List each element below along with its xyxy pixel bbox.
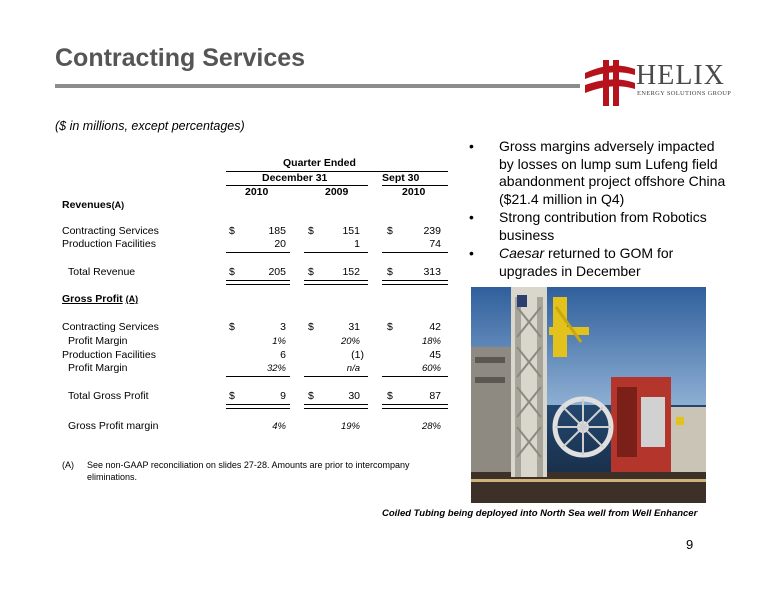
subtotal-rule <box>304 376 368 377</box>
vessel-deck-photo <box>471 287 706 503</box>
bullet-dot: • <box>469 209 474 225</box>
subtotal-rule <box>304 252 368 253</box>
logo-tagline: ENERGY SOLUTIONS GROUP <box>637 90 732 97</box>
cell: 74 <box>429 238 441 250</box>
cell: 9 <box>280 390 286 402</box>
total-double-rule <box>226 404 290 409</box>
subtotal-rule <box>226 376 290 377</box>
row-label: Contracting Services <box>62 321 159 333</box>
cell: 30 <box>348 390 360 402</box>
cell: 152 <box>342 266 360 278</box>
cell: 32% <box>266 363 286 374</box>
currency-symbol: $ <box>387 390 393 402</box>
cell: 4% <box>272 421 286 432</box>
gross-profit-margin-label: Gross Profit margin <box>68 420 159 432</box>
total-double-rule <box>382 280 448 285</box>
row-label: Contracting Services <box>62 225 159 237</box>
slide-title: Contracting Services <box>55 44 306 72</box>
cell: 313 <box>423 266 441 278</box>
cell: 3 <box>280 321 286 333</box>
period-header-sep: Sept 30 <box>382 172 420 184</box>
currency-symbol: $ <box>387 266 393 278</box>
cell: 20 <box>274 238 286 250</box>
currency-symbol: $ <box>229 390 235 402</box>
photo-caption: Coiled Tubing being deployed into North Sea well from Well Enhancer <box>382 508 698 519</box>
bullet-list <box>467 138 727 281</box>
cell: 205 <box>268 266 286 278</box>
total-gross-profit-label: Total Gross Profit <box>68 390 149 402</box>
cell: 20% <box>340 336 360 347</box>
units-note: ($ in millions, except percentages) <box>55 119 245 133</box>
row-label: Profit Margin <box>68 362 128 374</box>
year-header-2: 2009 <box>325 186 349 198</box>
cell: 151 <box>342 225 360 237</box>
currency-symbol: $ <box>229 321 235 333</box>
row-label: Production Facilities <box>62 349 156 361</box>
cell: 1 <box>354 238 360 250</box>
footnote-text: See non-GAAP reconciliation on slides 27-28. Amounts are prior to intercompany eliminations. <box>87 460 410 482</box>
currency-symbol: $ <box>308 321 314 333</box>
quarter-ended-header: Quarter Ended <box>283 157 356 169</box>
currency-symbol: $ <box>308 266 314 278</box>
subtotal-rule <box>382 252 448 253</box>
period-header-dec: December 31 <box>262 172 328 184</box>
currency-symbol: $ <box>229 266 235 278</box>
title-underline <box>55 84 580 88</box>
cell: 28% <box>421 421 441 432</box>
cell: 45 <box>429 349 441 361</box>
revenues-heading: Revenues(A) <box>62 199 125 211</box>
cell: 1% <box>272 336 286 347</box>
bullet-item <box>467 209 727 244</box>
bullet-item <box>467 138 727 208</box>
currency-symbol: $ <box>308 390 314 402</box>
subtotal-rule <box>382 376 448 377</box>
year-header-3: 2010 <box>402 186 426 198</box>
page-number: 9 <box>686 537 694 552</box>
cell: 18% <box>421 336 441 347</box>
bullet-text: returned to GOM for upgrades in December <box>499 245 674 279</box>
cell: (1) <box>351 349 364 361</box>
gross-profit-heading: Gross Profit (A) <box>62 293 139 305</box>
subtotal-rule <box>226 252 290 253</box>
logo-wordmark: HELIX <box>636 60 725 91</box>
footnote <box>62 459 422 483</box>
currency-symbol: $ <box>387 321 393 333</box>
cell: n/a <box>346 363 360 374</box>
bullet-text: Strong contribution from Robotics business <box>499 209 707 243</box>
total-double-rule <box>304 404 368 409</box>
bullet-dot: • <box>469 245 474 261</box>
bullet-item <box>467 245 727 280</box>
vessel-name: Caesar <box>499 245 545 261</box>
total-double-rule <box>382 404 448 409</box>
currency-symbol: $ <box>229 225 235 237</box>
currency-symbol: $ <box>308 225 314 237</box>
cell: 42 <box>429 321 441 333</box>
total-revenue-label: Total Revenue <box>68 266 136 278</box>
cell: 87 <box>429 390 441 402</box>
currency-symbol: $ <box>387 225 393 237</box>
cell: 185 <box>268 225 286 237</box>
cell: 60% <box>421 363 441 374</box>
footnote-mark: (A) <box>62 460 74 470</box>
bullet-text: Gross margins adversely impacted by losses on lump sum Lufeng field abandonment project offshore China ($21.4 million in Q4) <box>499 138 726 207</box>
total-double-rule <box>226 280 290 285</box>
total-double-rule <box>304 280 368 285</box>
row-label: Production Facilities <box>62 238 156 250</box>
bullet-dot: • <box>469 138 474 154</box>
cell: 6 <box>280 349 286 361</box>
row-label: Profit Margin <box>68 335 128 347</box>
cell: 31 <box>348 321 360 333</box>
cell: 19% <box>340 421 360 432</box>
year-header-1: 2010 <box>245 186 269 198</box>
cell: 239 <box>423 225 441 237</box>
